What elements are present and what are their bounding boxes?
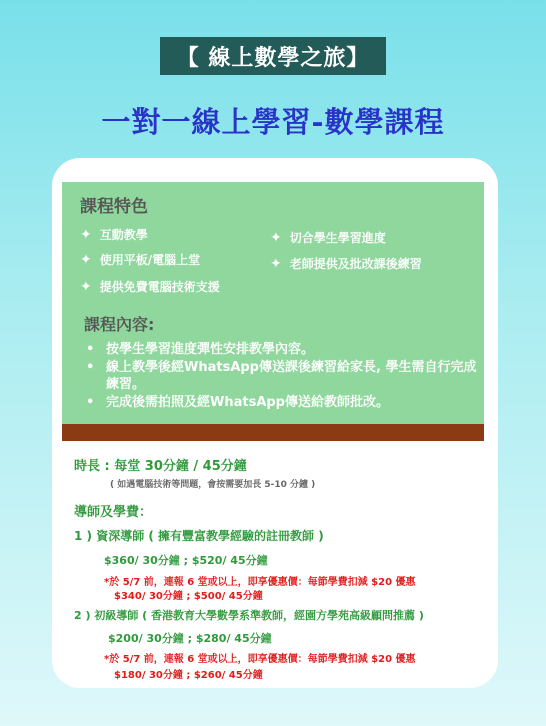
duration-label: 時長 : 每堂 30分鐘 / 45分鐘 — [74, 459, 247, 474]
poster-subtitle: 一對一線上學習-數學課程 — [101, 105, 445, 139]
feature-label: 老師提供及批改課後練習 — [289, 257, 422, 271]
tutor-senior-price: $360/ 30分鐘 ; $520/ 45分鐘 — [104, 554, 268, 567]
feature-label: 使用平板/電腦上堂 — [99, 253, 201, 267]
tutor-senior-name: 1 ) 資深導師 ( 擁有豐富教學經驗的註冊教師 ) — [74, 529, 324, 543]
list-item: • 按學生學習進度彈性安排教學內容。 — [86, 341, 481, 358]
feature-label: 互動教學 — [99, 228, 148, 242]
features-heading: 課程特色 — [80, 197, 148, 217]
feature-item — [80, 226, 148, 243]
feature-item — [80, 251, 200, 268]
feature-item — [270, 229, 386, 246]
sparkle-icon: ✦ — [80, 251, 92, 268]
list-item: • 完成後需拍照及經WhatsApp傳送給教師批改。 — [86, 394, 481, 411]
duration-note: ( 如遇電腦技術等問題，會按需要加長 5-10 分鐘 ) — [110, 480, 316, 490]
sparkle-icon: ✦ — [80, 226, 92, 243]
sparkle-icon: ✦ — [270, 229, 282, 246]
divider-bar — [62, 424, 484, 441]
feature-item — [80, 278, 220, 295]
content-heading: 課程內容: — [84, 315, 155, 334]
feature-item — [270, 255, 422, 272]
tutor-junior-price: $200/ 30分鐘 ; $280/ 45分鐘 — [108, 632, 272, 645]
fees-heading: 導師及學費： — [74, 505, 153, 520]
tutor-senior-offer: *於 5/7 前，連報 6 堂或以上，即享優惠價：每節學費扣減 $20 優惠 — [104, 577, 416, 588]
content-list — [86, 341, 481, 412]
sparkle-icon: ✦ — [80, 278, 92, 295]
tutor-senior-offer-price: $340/ 30分鐘 ; $500/ 45分鐘 — [114, 591, 263, 602]
feature-label: 提供免費電腦技術支援 — [99, 280, 220, 294]
feature-label: 切合學生學習進度 — [289, 231, 386, 245]
tutor-junior-offer-price: $180/ 30分鐘 ; $260/ 45分鐘 — [114, 670, 263, 681]
list-item: • 線上教學後經WhatsApp傳送課後練習給家長, 學生需自行完成練習。 — [86, 359, 481, 393]
poster-title: 【 線上數學之旅】 — [160, 37, 386, 75]
tutor-junior-offer: *於 5/7 前，連報 6 堂或以上，即享優惠價：每節學費扣減 $20 優惠 — [104, 654, 416, 665]
sparkle-icon: ✦ — [270, 255, 282, 272]
tutor-junior-name: 2 ) 初級導師 ( 香港教育大學數學系準教師，經園方學苑高級顧問推薦 ) — [74, 609, 424, 622]
